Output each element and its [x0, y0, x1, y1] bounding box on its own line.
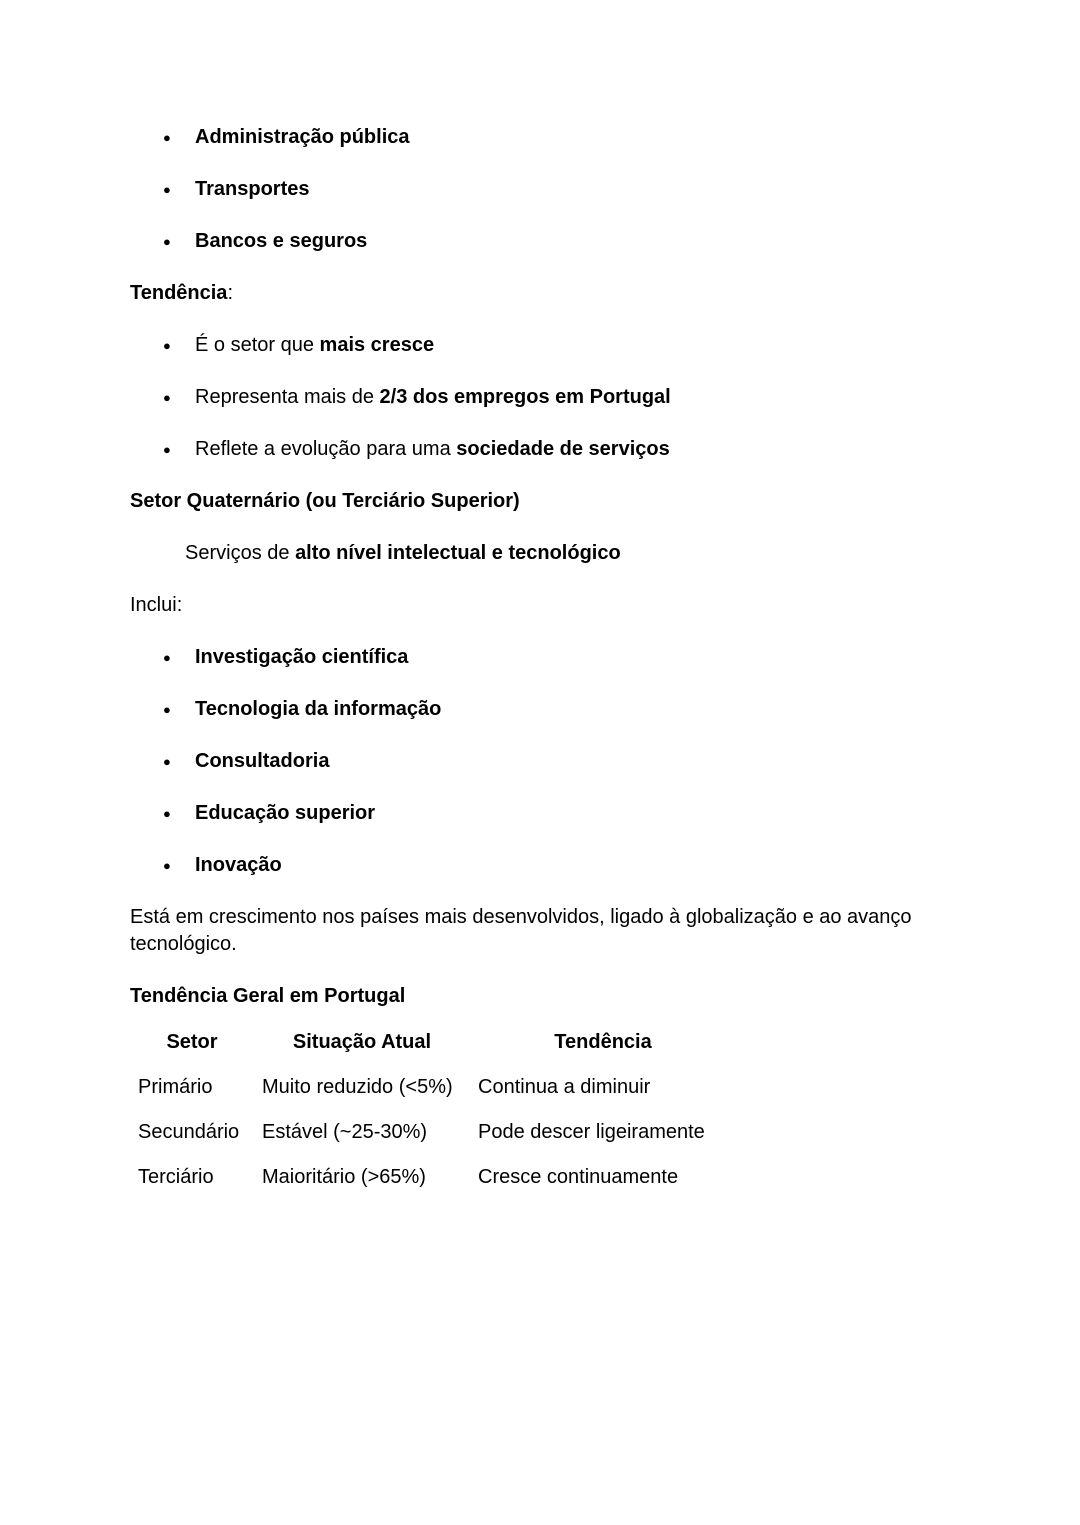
quaternario-heading	[130, 488, 950, 515]
list-item-text: Bancos e seguros	[195, 230, 368, 252]
list-item	[130, 176, 950, 203]
servicos-line-bold: alto nível intelectual e tecnológico	[295, 542, 621, 564]
servicos-line	[185, 540, 950, 567]
tendencia-heading	[130, 280, 950, 307]
list-item	[130, 228, 950, 255]
list-item-text: Investigação científica	[195, 646, 409, 668]
list-item	[130, 384, 950, 411]
bullet-icon: ●	[163, 234, 171, 249]
list-item-text: Administração pública	[195, 126, 410, 148]
list-item-text: Representa mais de	[195, 386, 380, 408]
list-item	[130, 124, 950, 151]
servicos-line-regular: Serviços de	[185, 542, 296, 564]
list-item-bold-text: mais cresce	[319, 334, 435, 356]
bullet-icon: ●	[163, 338, 171, 353]
growth-paragraph: Está em crescimento nos países mais desenvolvidos, ligado à globalização e ao avanço tecnológico.	[130, 906, 912, 955]
list-item-text: Inovação	[195, 854, 282, 876]
bullet-icon: ●	[163, 442, 171, 457]
list-item	[130, 852, 950, 879]
table-heading-text: Tendência Geral em Portugal	[130, 985, 406, 1007]
sector-trend-table	[130, 1020, 736, 1200]
list-item	[130, 332, 950, 359]
bullet-icon: ●	[163, 650, 171, 665]
list-item-text: Tecnologia da informação	[195, 698, 442, 720]
services-list	[130, 124, 950, 255]
table-row	[130, 1065, 736, 1110]
list-item-text: É o setor que	[195, 334, 320, 356]
list-item-bold-text: sociedade de serviços	[456, 438, 670, 460]
table-cell: Maioritário (>65%)	[262, 1166, 426, 1188]
tendencia-heading-colon: :	[227, 282, 233, 304]
bullet-icon: ●	[163, 182, 171, 197]
list-item-bold-text: 2/3 dos empregos em Portugal	[379, 386, 671, 408]
table-cell: Terciário	[138, 1166, 214, 1188]
table-cell: Continua a diminuir	[478, 1076, 651, 1098]
list-item-text: Reflete a evolução para uma	[195, 438, 457, 460]
includes-list	[130, 644, 950, 879]
tendencia-heading-bold: Tendência	[130, 282, 228, 304]
table-cell: Pode descer ligeiramente	[478, 1121, 705, 1143]
table-header-row	[130, 1020, 736, 1065]
table-heading	[130, 983, 950, 1010]
column-header-tendencia: Tendência	[554, 1031, 652, 1053]
list-item	[130, 696, 950, 723]
list-item	[130, 748, 950, 775]
quaternario-heading-text: Setor Quaternário (ou Terciário Superior)	[130, 490, 520, 512]
inclui-label: Inclui:	[130, 594, 183, 616]
column-header-situacao-atual: Situação Atual	[292, 1031, 432, 1053]
bullet-icon: ●	[163, 858, 171, 873]
table-row	[130, 1155, 736, 1200]
bullet-icon: ●	[163, 806, 171, 821]
list-item	[130, 644, 950, 671]
table-cell: Secundário	[138, 1121, 240, 1143]
list-item-text: Transportes	[195, 178, 310, 200]
table-cell: Primário	[138, 1076, 213, 1098]
list-item-text: Consultadoria	[195, 750, 330, 772]
bullet-icon: ●	[163, 702, 171, 717]
table-cell: Cresce continuamente	[478, 1166, 679, 1188]
bullet-icon: ●	[163, 130, 171, 145]
table-cell: Estável (~25-30%)	[262, 1121, 428, 1143]
table-row	[130, 1110, 736, 1155]
bullet-icon: ●	[163, 754, 171, 769]
list-item	[130, 800, 950, 827]
column-header-setor: Setor	[166, 1031, 218, 1053]
list-item	[130, 436, 950, 463]
trend-list	[130, 332, 950, 463]
table-cell: Muito reduzido (<5%)	[262, 1076, 453, 1098]
bullet-icon: ●	[163, 390, 171, 405]
list-item-text: Educação superior	[195, 802, 376, 824]
